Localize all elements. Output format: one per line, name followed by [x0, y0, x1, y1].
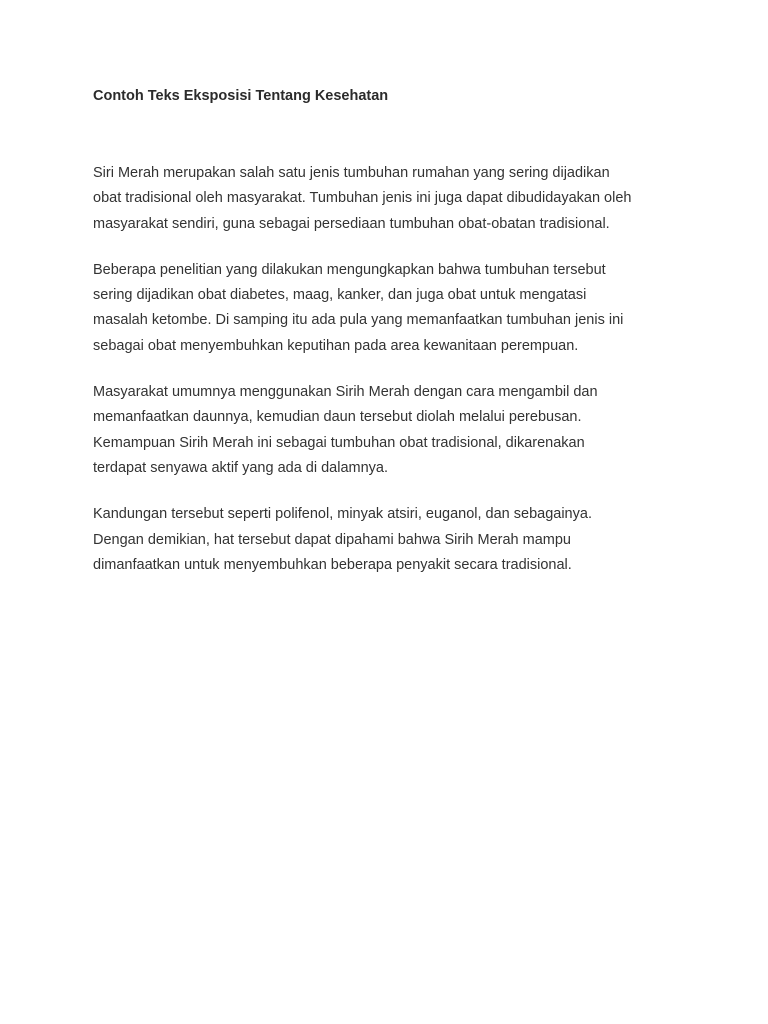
paragraph-line: Kandungan tersebut seperti polifenol, minyak atsiri, euganol, dan sebagainya. [93, 506, 592, 523]
paragraph-line: Kemampuan Sirih Merah ini sebagai tumbuhan obat tradisional, dikarenakan [93, 434, 585, 451]
paragraph-line: Beberapa penelitian yang dilakukan mengungkapkan bahwa tumbuhan tersebut [93, 261, 606, 278]
paragraph-line: memanfaatkan daunnya, kemudian daun tersebut diolah melalui perebusan. [93, 409, 582, 426]
paragraph-line: dimanfaatkan untuk menyembuhkan beberapa penyakit secara tradisional. [93, 556, 572, 573]
paragraph-line: sebagai obat menyembuhkan keputihan pada area kewanitaan perempuan. [93, 337, 579, 354]
paragraph-4 [93, 502, 693, 578]
paragraph-line: sering dijadikan obat diabetes, maag, kanker, dan juga obat untuk mengatasi [93, 287, 587, 304]
document-title: Contoh Teks Eksposisi Tentang Kesehatan [93, 88, 389, 104]
paragraph-line: terdapat senyawa aktif yang ada di dalamnya. [93, 459, 389, 476]
paragraph-1 [93, 161, 693, 237]
paragraph-2 [93, 258, 693, 359]
document-page [93, 86, 693, 599]
paragraph-line: masalah ketombe. Di samping itu ada pula yang memanfaatkan tumbuhan jenis ini [93, 312, 624, 329]
paragraph-line: Masyarakat umumnya menggunakan Sirih Merah dengan cara mengambil dan [93, 384, 598, 401]
paragraph-line: masyarakat sendiri, guna sebagai persediaan tumbuhan obat-obatan tradisional. [93, 215, 610, 232]
paragraph-line: Dengan demikian, hat tersebut dapat dipahami bahwa Sirih Merah mampu [93, 531, 571, 548]
paragraph-line: Siri Merah merupakan salah satu jenis tumbuhan rumahan yang sering dijadikan [93, 165, 610, 181]
paragraph-line: obat tradisional oleh masyarakat. Tumbuhan jenis ini juga dapat dibudidayakan oleh [93, 190, 632, 207]
paragraph-3 [93, 380, 693, 481]
